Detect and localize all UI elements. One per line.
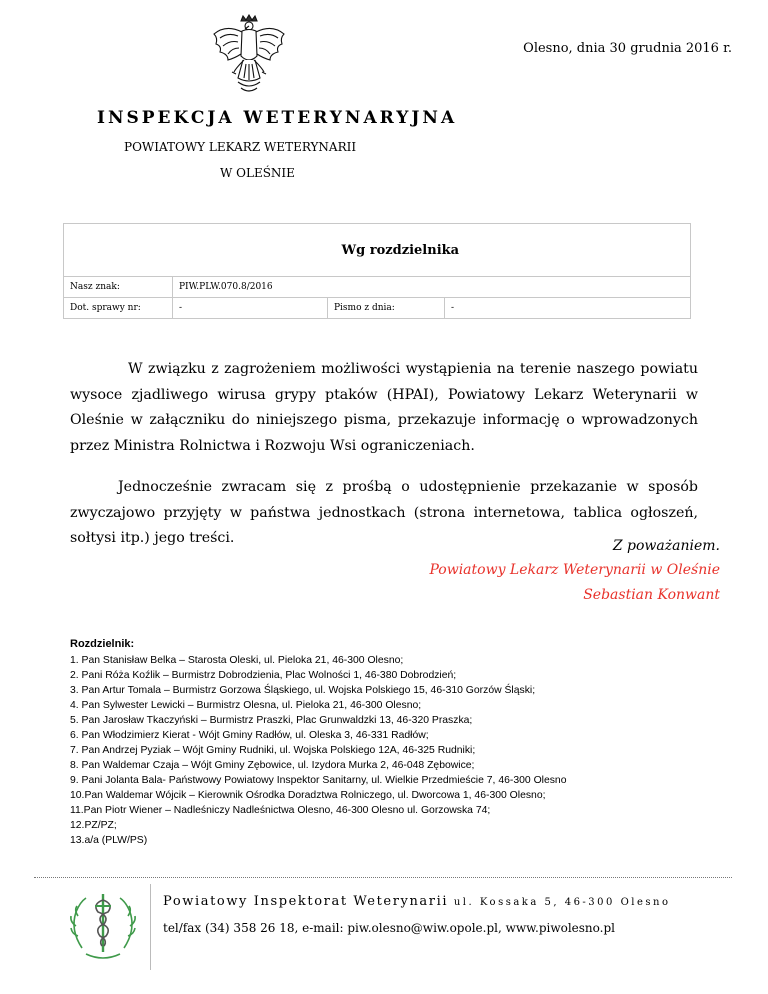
footer-org-line bbox=[163, 894, 670, 909]
footer-separator bbox=[150, 884, 151, 970]
body-paragraph-1: W związku z zagrożeniem możliwości wystąpienia na terenie naszego powiatu wysoce zjadliwego wirusa grypy ptaków (HPAI), Powiatowy Lekarz Weterynarii w Oleśnie w załączniku do niniejszego pisma, przekazuje informację o wprowadzonych przez Ministra Rolnictwa i Rozwoju Wsi ograniczeniach. bbox=[70, 361, 698, 454]
letter-date-value: - bbox=[445, 298, 691, 319]
our-ref-value: PIW.PLW.070.8/2016 bbox=[173, 277, 691, 298]
footer-org: Powiatowy Inspektorat Weterynarii bbox=[163, 894, 449, 909]
footer-address: ul. Kossaka 5, 46-300 Olesno bbox=[453, 897, 671, 908]
list-item: 2. Pani Róża Koźlik – Burmistrz Dobrodzienia, Plac Wolności 1, 46-380 Dobrodzień; bbox=[70, 670, 457, 681]
distribution-heading: Rozdzielnik: bbox=[70, 638, 135, 650]
document-date: Olesno, dnia 30 grudnia 2016 r. bbox=[523, 41, 732, 56]
letter-date-label: Pismo z dnia: bbox=[328, 298, 445, 319]
list-item: 1. Pan Stanisław Belka – Starosta Oleski, ul. Pieloka 21, 46-300 Olesno; bbox=[70, 655, 404, 666]
list-item: 5. Pan Jarosław Tkaczyński – Burmistrz Praszki, Plac Grunwaldzki 13, 46-320 Praszka; bbox=[70, 715, 473, 726]
greeting: Z poważaniem. bbox=[612, 538, 720, 554]
list-item: 9. Pani Jolanta Bala- Państwowy Powiatowy Inspektor Sanitarny, ul. Wielkie Przedmieście 7, 46-300 Olesno bbox=[70, 775, 567, 786]
footer-divider bbox=[34, 877, 732, 878]
veterinary-logo-icon bbox=[68, 886, 138, 964]
body-paragraph-2: Jednocześnie zwracam się z prośbą o udostępnienie przekazanie w sposób zwyczajowo przyjęty w państwa jednostkach (strona internetowa, tablica ogłoszeń, sołtysi itp.) jego treści. bbox=[70, 479, 698, 547]
list-item: 8. Pan Waldemar Czaja – Wójt Gminy Zębowice, ul. Izydora Murka 2, 46-048 Zębowice; bbox=[70, 760, 475, 771]
case-number-label: Dot. sprawy nr: bbox=[64, 298, 173, 319]
list-item: 12.PZ/PZ; bbox=[70, 820, 117, 831]
case-number-value: - bbox=[173, 298, 328, 319]
list-item: 6. Pan Włodzimierz Kierat - Wójt Gminy Radłów, ul. Oleska 3, 46-331 Radłów; bbox=[70, 730, 429, 741]
footer-contact: tel/fax (34) 358 26 18, e-mail: piw.olesno@wiw.opole.pl, www.piwolesno.pl bbox=[163, 921, 616, 935]
agency-name: INSPEKCJA WETERYNARYJNA bbox=[97, 108, 458, 128]
reference-table bbox=[63, 223, 691, 319]
list-item: 11.Pan Piotr Wiener – Nadleśniczy Nadleśnictwa Olesno, 46-300 Olesno ul. Gorzowska 74; bbox=[70, 805, 491, 816]
list-item: 10.Pan Waldemar Wójcik – Kierownik Ośrodka Doradztwa Rolniczego, ul. Dworcowa 1, 46-300 Olesno; bbox=[70, 790, 546, 801]
list-item: 13.a/a (PLW/PS) bbox=[70, 835, 148, 846]
distribution-list bbox=[70, 653, 567, 848]
list-item: 3. Pan Artur Tomala – Burmistrz Gorzowa Śląskiego, ul. Wojska Polskiego 15, 46-310 Gorzów Śląski; bbox=[70, 685, 536, 696]
list-item: 4. Pan Sylwester Lewicki – Burmistrz Olesna, ul. Pieloka 21, 46-300 Olesno; bbox=[70, 700, 422, 711]
our-ref-label: Nasz znak: bbox=[64, 277, 173, 298]
office-city: W OLEŚNIE bbox=[220, 166, 295, 180]
polish-eagle-emblem-icon bbox=[208, 14, 290, 102]
signer-name: Sebastian Konwant bbox=[583, 587, 720, 603]
list-item: 7. Pan Andrzej Pyziak – Wójt Gminy Rudniki, ul. Wojska Polskiego 12A, 46-325 Rudniki; bbox=[70, 745, 476, 756]
recipient: Wg rozdzielnika bbox=[341, 242, 460, 258]
signer-title: Powiatowy Lekarz Weterynarii w Oleśnie bbox=[429, 562, 720, 578]
office-name: POWIATOWY LEKARZ WETERYNARII bbox=[124, 140, 357, 154]
